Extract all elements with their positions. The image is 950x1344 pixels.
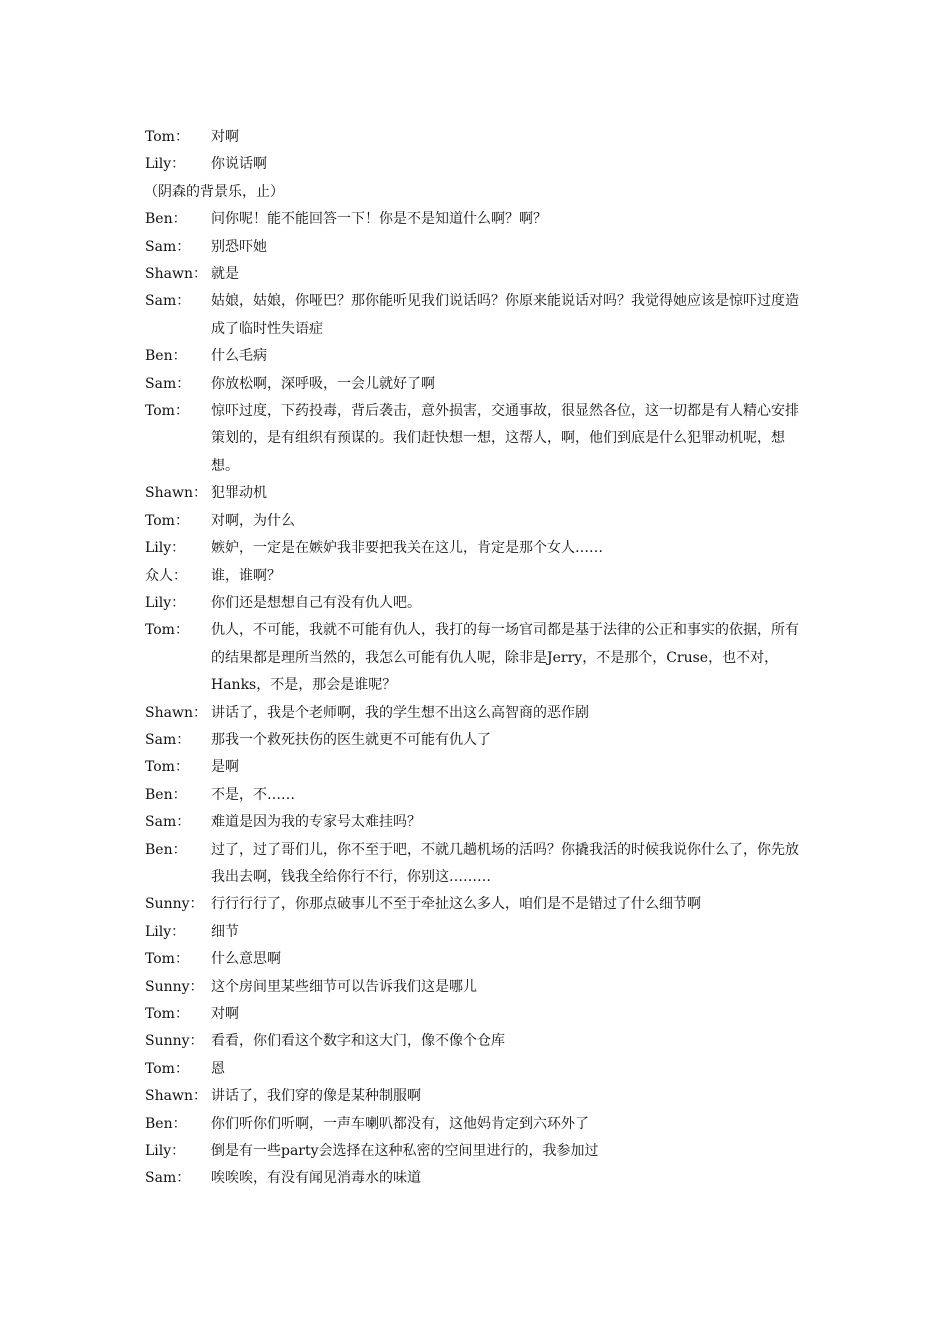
dialogue-line: [145, 508, 810, 535]
dialogue-line: [145, 343, 810, 370]
dialogue-line: [145, 1165, 810, 1192]
speaker-name: Ben：: [145, 841, 187, 858]
dialogue-text: 过了，过了哥们儿，你不至于吧，不就几趟机场的活吗？你撬我活的时候我说你什么了，你先放我出去啊，钱我全给你行不行，你别这………: [211, 841, 799, 885]
speaker-name: Ben：: [145, 211, 187, 228]
dialogue-text: 这个房间里某些细节可以告诉我们这是哪儿: [211, 978, 477, 995]
speaker-name: Lily：: [145, 923, 186, 940]
dialogue-text: 你放松啊，深呼吸，一会儿就好了啊: [211, 375, 435, 392]
dialogue-text: 对啊: [211, 129, 239, 145]
dialogue-text: 对啊: [211, 1006, 239, 1022]
speaker-name: Lily：: [145, 594, 186, 611]
dialogue-text: 唉唉唉，有没有闻见消毒水的味道: [211, 1170, 421, 1187]
speaker-name: Tom：: [145, 622, 189, 639]
speaker-name: Sunny：: [145, 978, 204, 995]
dialogue-text: 难道是因为我的专家号太难挂吗？: [211, 814, 421, 831]
speaker-name: Sam：: [145, 238, 191, 255]
dialogue-line: [145, 727, 810, 754]
dialogue-text: 姑娘，姑娘，你哑巴？那你能听见我们说话吗？你原来能说话对吗？我觉得她应该是惊吓过度造成了临时性失语症: [211, 293, 799, 337]
dialogue-line: [145, 809, 810, 836]
dialogue-line: [145, 535, 810, 562]
dialogue-line: [145, 288, 810, 343]
dialogue-text: 是啊: [211, 759, 239, 776]
dialogue-text: 问你呢！能不能回答一下！你是不是知道什么啊？啊？: [211, 211, 547, 228]
dialogue-line: [145, 946, 810, 973]
speaker-name: Tom：: [145, 512, 189, 529]
dialogue-text: 细节: [211, 923, 239, 940]
speaker-name: Sam：: [145, 375, 191, 392]
dialogue-line: [145, 617, 810, 699]
speaker-name: 众人：: [145, 567, 187, 584]
dialogue-line: [145, 234, 810, 261]
speaker-name: Tom：: [145, 1006, 189, 1022]
dialogue-text: 恩: [211, 1060, 225, 1077]
speaker-name: Sam：: [145, 293, 191, 310]
dialogue-line: [145, 837, 810, 892]
dialogue-line: [145, 480, 810, 507]
dialogue-line: [145, 919, 810, 946]
dialogue-text: 什么毛病: [211, 348, 267, 365]
dialogue-line: [145, 124, 810, 151]
speaker-name: Tom：: [145, 759, 189, 776]
dialogue-text: 对啊，为什么: [211, 512, 295, 529]
dialogue-text: 什么意思啊: [211, 951, 281, 968]
dialogue-line: [145, 700, 810, 727]
speaker-name: Sam：: [145, 731, 191, 748]
speaker-name: Ben：: [145, 1115, 187, 1132]
dialogue-text: 就是: [211, 266, 239, 283]
dialogue-line: [145, 1056, 810, 1083]
speaker-name: Lily：: [145, 1143, 186, 1160]
speaker-name: Sam：: [145, 1170, 191, 1187]
speaker-name: Tom：: [145, 951, 189, 968]
speaker-name: Shawn：: [145, 704, 207, 721]
dialogue-text: 你们还是想想自己有没有仇人吧。: [211, 594, 421, 611]
speaker-name: Shawn：: [145, 485, 207, 502]
speaker-name: Shawn：: [145, 1088, 207, 1105]
dialogue-text: 谁，谁啊？: [211, 567, 281, 584]
speaker-name: Tom：: [145, 403, 189, 420]
dialogue-line: [145, 754, 810, 781]
dialogue-line: [145, 590, 810, 617]
speaker-name: Tom：: [145, 1060, 189, 1077]
dialogue-line: [145, 1028, 810, 1055]
dialogue-line: [145, 1111, 810, 1138]
speaker-name: Tom：: [145, 129, 189, 145]
dialogue-line: [145, 151, 810, 178]
dialogue-text: 不是，不……: [211, 786, 295, 803]
dialogue-line: [145, 1083, 810, 1110]
dialogue-line: [145, 261, 810, 288]
dialogue-text: 讲话了，我是个老师啊，我的学生想不出这么高智商的恶作剧: [211, 704, 589, 721]
speaker-name: Lily：: [145, 540, 186, 557]
dialogue-text: 你说话啊: [211, 156, 267, 173]
speaker-name: Sam：: [145, 814, 191, 831]
dialogue-line: [145, 206, 810, 233]
stage-direction: （阴森的背景乐，止）: [144, 183, 284, 200]
dialogue-text: 仇人，不可能，我就不可能有仇人，我打的每一场官司都是基于法律的公正和事实的依据，所有的结果都是理所当然的，我怎么可能有仇人呢，除非是Jerry，不是那个，Cruse，也不对，Hanks，不是，那会是谁呢？: [211, 622, 799, 694]
dialogue-line: [145, 782, 810, 809]
dialogue-line: [145, 563, 810, 590]
dialogue-text: 那我一个救死扶伤的医生就更不可能有仇人了: [211, 731, 491, 748]
dialogue-text: 犯罪动机: [211, 485, 267, 502]
dialogue-line: [145, 974, 810, 1001]
script-page: [145, 124, 810, 1193]
dialogue-line: [145, 1138, 810, 1165]
speaker-name: Shawn：: [145, 266, 207, 283]
dialogue-line: [145, 371, 810, 398]
speaker-name: Ben：: [145, 786, 187, 803]
dialogue-text: 你们听你们听啊，一声车喇叭都没有，这他妈肯定到六环外了: [211, 1115, 589, 1132]
dialogue-text: 倒是有一些party会选择在这种私密的空间里进行的，我参加过: [211, 1143, 599, 1160]
dialogue-text: 讲话了，我们穿的像是某种制服啊: [211, 1088, 421, 1105]
dialogue-line: [145, 891, 810, 918]
speaker-name: Lily：: [145, 156, 186, 173]
dialogue-line: [145, 1001, 810, 1028]
dialogue-text: 行行行行了，你那点破事儿不至于牵扯这么多人，咱们是不是错过了什么细节啊: [211, 896, 701, 913]
speaker-name: Sunny：: [145, 1033, 204, 1050]
speaker-name: Ben：: [145, 348, 187, 365]
dialogue-text: 嫉妒，一定是在嫉妒我非要把我关在这儿，肯定是那个女人……: [211, 540, 603, 557]
dialogue-line: [145, 398, 810, 480]
dialogue-text: 别恐吓她: [211, 238, 267, 255]
dialogue-text: 惊吓过度，下药投毒，背后袭击，意外损害，交通事故，很显然各位，这一切都是有人精心安排策划的，是有组织有预谋的。我们赶快想一想，这帮人，啊，他们到底是什么犯罪动机呢，想想。: [211, 403, 799, 474]
dialogue-text: 看看，你们看这个数字和这大门，像不像个仓库: [211, 1033, 505, 1050]
speaker-name: Sunny：: [145, 896, 204, 913]
